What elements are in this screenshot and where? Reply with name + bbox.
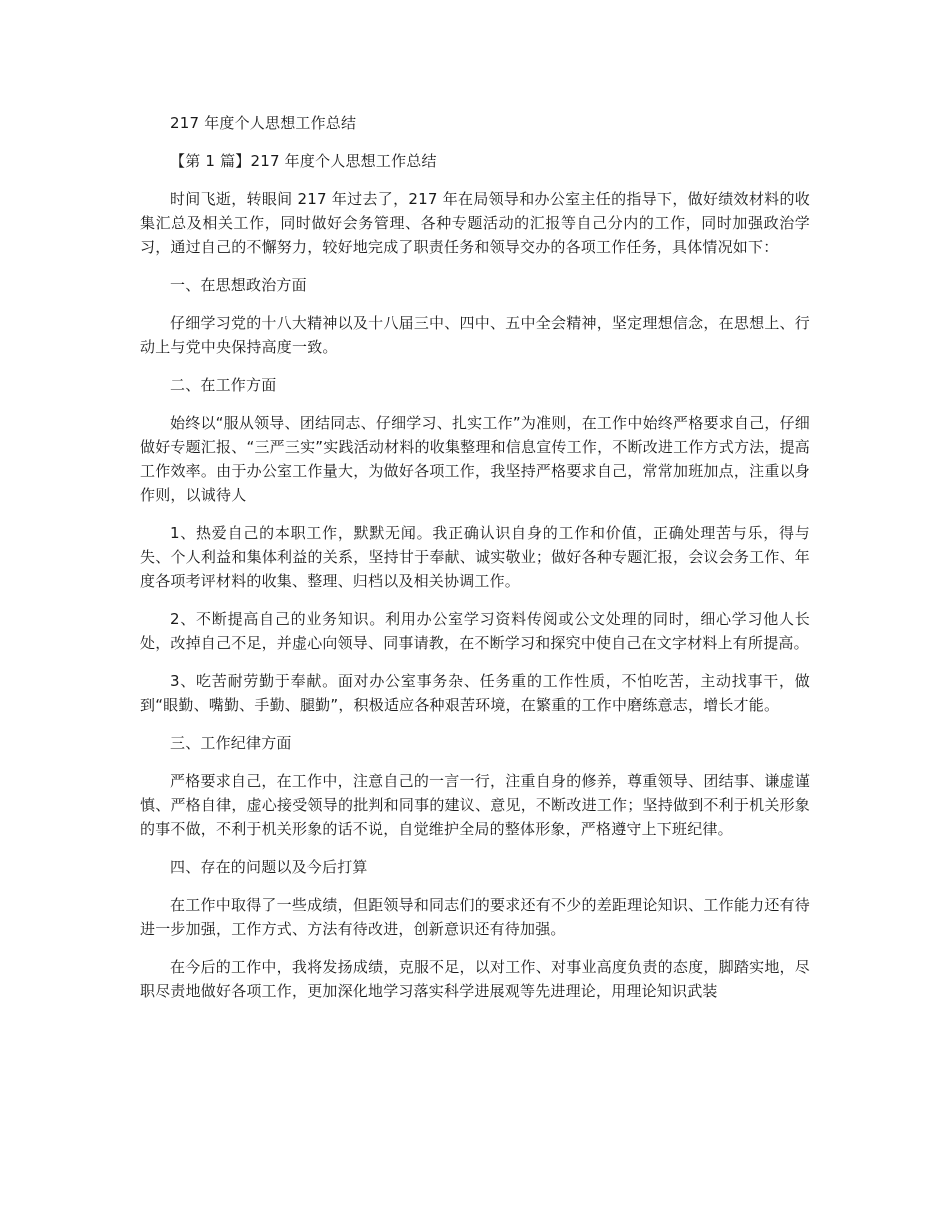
section-1-paragraph: 仔细学习党的十八大精神以及十八届三中、四中、五中全会精神，坚定理想信念，在思想上、行动上与党中央保持高度一致。: [140, 314, 810, 356]
section-2-item-3: 3、吃苦耐劳勤于奉献。面对办公室事务杂、任务重的工作性质，不怕吃苦，主动找事干，做到“眼勤、嘴勤、手勤、腿勤”，积极适应各种艰苦环境，在繁重的工作中磨练意志，增长才能。: [140, 672, 810, 714]
section-3-paragraph: 严格要求自己，在工作中，注意自己的一言一行，注重自身的修养，尊重领导、团结事、谦虚谨慎、严格自律，虚心接受领导的批判和同事的建议、意见，不断改进工作；坚持做到不利于机关形象的事不做，不利于机关形象的话不说，自觉维护全局的整体形象，严格遵守上下班纪律。: [140, 772, 810, 838]
section-4-heading: 四、存在的问题以及今后打算: [170, 858, 368, 876]
section-2-heading: 二、在工作方面: [170, 376, 277, 394]
section-2-item-1: 1、热爱自己的本职工作，默默无闻。我正确认识自身的工作和价值，正确处理苦与乐，得与失、个人利益和集体利益的关系，坚持甘于奉献、诚实敬业；做好各种专题汇报，会议会务工作、年度各项考评材料的收集、整理、归档以及相关协调工作。: [140, 524, 810, 590]
document-body: [140, 111, 810, 1017]
section-4-paragraph-2: 在今后的工作中，我将发扬成绩，克服不足，以对工作、对事业高度负责的态度，脚踏实地，尽职尽责地做好各项工作，更加深化地学习落实科学进展观等先进理论，用理论知识武装: [140, 958, 810, 1000]
section-1-heading: 一、在思想政治方面: [170, 276, 307, 294]
intro-paragraph: 时间飞逝，转眼间 217 年过去了，217 年在局领导和办公室主任的指导下，做好绩效材料的收集汇总及相关工作，同时做好会务管理、各种专题活动的汇报等自己分内的工作，同时加强政治学习，通过自己的不懈努力，较好地完成了职责任务和领导交办的各项工作任务，具体情况如下：: [140, 190, 810, 256]
section-2-paragraph: 始终以“服从领导、团结同志、仔细学习、扎实工作”为准则，在工作中始终严格要求自己，仔细做好专题汇报、“三严三实”实践活动材料的收集整理和信息宣传工作，不断改进工作方式方法，提高工作效率。由于办公室工作量大，为做好各项工作，我坚持严格要求自己，常常加班加点，注重以身作则，以诚待人: [140, 414, 810, 504]
section-4-paragraph-1: 在工作中取得了一些成绩，但距领导和同志们的要求还有不少的差距理论知识、工作能力还有待进一步加强，工作方式、方法有待改进，创新意识还有待加强。: [140, 896, 810, 938]
section-2-item-2: 2、不断提高自己的业务知识。利用办公室学习资料传阅或公文处理的同时，细心学习他人长处，改掉自己不足，并虚心向领导、同事请教，在不断学习和探究中使自己在文字材料上有所提高。: [140, 610, 810, 652]
document-subtitle: 【第 1 篇】217 年度个人思想工作总结: [170, 152, 437, 170]
section-3-heading: 三、工作纪律方面: [170, 734, 292, 752]
document-title: 217 年度个人思想工作总结: [170, 114, 357, 132]
